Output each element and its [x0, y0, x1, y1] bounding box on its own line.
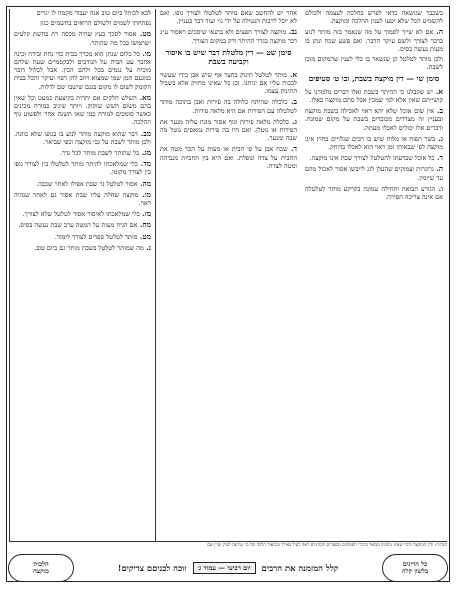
paragraph-number: ד. [434, 153, 443, 163]
paragraph-text: בשר תפוח או מלוח שיש בו רבים שגלויים בחוץ אינו מוקצה לפי שבאותו זמן ראוי הוא לאכלו בדוחק. [305, 134, 443, 152]
banner-middle-text: יום רביעי — עמוד ג׳ [193, 562, 256, 574]
paragraph [14, 179, 151, 188]
paragraph-text: כל אוכל שבדעתו להטלטל לצורך שבת אינו מוקצה. [309, 154, 435, 163]
paragraph-number: ב. [287, 97, 297, 107]
paragraph [14, 148, 151, 157]
paragraph [305, 87, 443, 104]
paragraph [305, 184, 443, 201]
paragraph-text: מוקצה לצורך חפצים ולא בתנאי שיסכים ויאסור ע״ג דבר מוקצה בגדר ההיתר ורק במקום הצורך. [160, 28, 297, 45]
paragraph [160, 27, 297, 44]
text-columns [9, 9, 447, 542]
paragraph-text: כלכלה מלאה פירות וגוף אסור מונח עליה מנער את הפירות או נוטלן. ואם היו בה פירות נמאסים נוטל מה שבה ומנער. [160, 117, 297, 143]
paragraph-text: בשכבר שגושאה כדאי לפרש בהלכה לעצמה ולכולם להשמיע הכל שלא יטעו לענין ההלכה ומוקצה. [305, 9, 443, 26]
paragraph-text: הגורע תבואה ותחילה טמונה בקרקע מותר לטלטלה אם אינה צריכה חפירה. [305, 184, 443, 202]
paragraph-text: דבר שהוא מוקצה מותר לנוע בו בגופו שלא כוונה. ולכן מותר לשבת על גבי מוקצה וכפי שביאר. [14, 129, 151, 146]
paragraph-number: ה. [433, 164, 443, 174]
right-logo-line2: בלשון קלה [401, 567, 429, 575]
paragraph-text: מה שמותר לטלטל בשבת מותר גם ביום טוב. [34, 243, 144, 252]
paragraph-text: אם הניח מעות על המטה ערב שבת נעשה בסיס. [18, 221, 138, 230]
paragraph-number: ג. [435, 133, 443, 143]
paragraph [305, 9, 443, 25]
paragraph-number: מא. [136, 92, 151, 102]
paragraph [14, 29, 151, 46]
paragraph-text: מותר לטלטל תינוק בחצר אף שיש אבן בידו שעשוי לבכות עליו אם יניחנו. וכן כל שאינו מחזיק אלא בשביל התינוק עצמו. [160, 70, 297, 96]
paragraph [14, 159, 151, 176]
paragraph [160, 70, 297, 96]
paragraph-number: ד. [287, 144, 297, 154]
paragraph-number: מז. [139, 209, 151, 219]
paragraph-text: לבא לכותל ביום טוב אנה יעבור מקמה לו יגרים [36, 9, 151, 17]
paragraph-text: כלי שמלאכתו לאיסור אסור לטלטל שלא לצורך. [22, 210, 140, 219]
paragraph-number: מה. [137, 178, 151, 188]
paragraph-text: ולכן מותר לטלטל קן שנשאר בו כלי לענין שהמקום מוכן לשבת. [305, 54, 443, 72]
section-heading: סימן שט — דין מלטלת דבר שיש בו איסור וקביעה בשבת [165, 47, 292, 67]
paragraph [160, 144, 297, 170]
paragraph [14, 93, 151, 127]
paragraph-number: נב. [286, 27, 297, 37]
paragraph-number: מו. [139, 48, 152, 58]
paragraph-number: מג. [139, 147, 151, 157]
paragraph-text: נפתחתי לשמים ולשולם הרואים בחשמים כגון [40, 19, 151, 28]
paragraph [14, 190, 151, 207]
paragraph [14, 129, 151, 146]
paragraph-number: ה. [433, 27, 443, 37]
paragraph-number: ו. [435, 183, 444, 193]
column-right [9, 9, 155, 542]
paragraph-text: כל שהותר לשבת מותר לכל גדר. [59, 148, 140, 157]
paragraph-text: אסור לסכך בעץ שהיה מכסה רת בחשת קלטים ישתמשו בכל מה שהותר. [14, 30, 151, 47]
paragraph-text: אין שום אוכל שלא יהא ראוי לאכילה בשבת מוקצה ובעניין זה מצדדים מכובדים בשבת על מקום שמונח. ודברים אלו יכולים לאכלו מעתה. [305, 107, 443, 132]
paragraph-text: שכח אבן על פי חבית או מעות על הכר מטה את החבית על צדה ונופלת. ואם היא בין החביות מגביהה ומטה לצדה. [160, 145, 297, 170]
paragraph-number: מו. [138, 189, 151, 199]
paragraph [160, 117, 297, 143]
paragraph-number: ב. [434, 106, 444, 116]
paragraph [160, 97, 297, 114]
left-logo [8, 554, 74, 582]
footer-banner [80, 554, 376, 582]
paragraph-number: מט. [137, 231, 151, 241]
paragraph [305, 134, 443, 151]
paragraph-text: יש שקבלנו כי ההיתר בשבת ואלו דברים מלמדנו על קושייתם שאין אלא למי שמכין אבל סתם מוקצה באלו. [305, 87, 443, 105]
paragraph-number: א. [432, 86, 443, 96]
left-logo-line2: מוקצה [33, 567, 49, 575]
paragraph [305, 27, 443, 53]
paragraph [14, 19, 151, 27]
paragraph [14, 9, 151, 17]
paragraph [14, 49, 151, 91]
paragraph-number: ג. [289, 116, 297, 126]
footer-bar [6, 554, 450, 582]
paragraph-text: מוקצה שחלה עליו שבת אסור גם לאחר שנהיה ראוי. [14, 190, 151, 207]
left-logo-line1: הלכות [33, 559, 49, 568]
paragraph-text: גרוגרות וצמוקים שהעלן לגג לייבשן אסור לאכול מהם עד שיזמין. [304, 165, 443, 182]
paragraph [160, 9, 297, 25]
paragraph-number: מח. [137, 220, 151, 230]
paragraph-number: נ. [143, 242, 151, 252]
paragraph [305, 106, 443, 132]
paragraph [14, 232, 151, 241]
banner-right-text: קלל המזמנה את הרבים [261, 563, 339, 573]
paragraph [305, 153, 443, 162]
paragraph-text: כל כלום שנתן הוא מכרך בבית כדי נחת ובירה וכינה אחבר עט הבית על הנודכים ולבקסמיים שעת שלהם מוכיח על נגמים בכל ולהם הכין. אבל לכלול דובר כמגעם המן שמו שמצוא ויוזב להן דפוי ועיקר והכל בבית הקומק לשום לו מקום בגגם שישבו שם לדלות. [14, 49, 151, 91]
paragraph [14, 243, 151, 252]
footnote: הגה״ה: ודין המוקצה ודבר שאינו מתכוון מבואר בדברי הפוסקים ובספרים הקודמים ראה לעיל באורך ובביאור הלכה וכל מי שירצה לעיין יעיין שם [9, 541, 447, 553]
paragraph-text: כלי שמלאכתו להיתר מותר לטלטלו בין לצורך גופו בין לצורך מקומו. [14, 160, 151, 177]
paragraph [305, 164, 443, 181]
paragraph-number: מט. [136, 29, 152, 39]
paragraph-number: מד. [137, 159, 151, 169]
paragraph-text: אסור לטלטל נר שבת אפילו לאחר שכבה. [36, 179, 138, 188]
column-middle [155, 9, 301, 542]
column-left [301, 9, 447, 542]
right-logo [382, 554, 448, 582]
paragraph-number: מב. [137, 128, 151, 138]
paragraph-text: כלכלה שהיתה כלולה בה פירות ואבן בתוכה מותר לטלטלה עם הפירות אם היא מלאה פירות. [160, 98, 297, 115]
paragraph [305, 55, 443, 71]
paragraph-number: א. [286, 69, 297, 79]
right-logo-line1: כל הדינים [402, 559, 428, 568]
paragraph [14, 220, 151, 229]
section-heading: סימן שי — דין מוקצה בשבת, ובו ט׳ סעיפים [308, 74, 440, 84]
paragraph [14, 209, 151, 218]
paragraph-text: מותר לטלטל ספרים לצורך לימוד. [54, 232, 138, 241]
paragraph-text: השלש חלקים אם יתרות בקיצעת כמעט וכל שאין בהם משום חשש שזקוק. ויותר שיגיב כמורה מכינים כאשר סומכים למורה כמו שאו תשנה אחר ולפשוט גוף ההלכה. [14, 93, 151, 127]
paragraph-text: אם לא שייך לסמוך על מה שנאמר בזה מותר לנוע בדבר לצורך ולשם עיקר הדבר. ואם פשע שכח ונתן בו מעות נעשה בסיס. [305, 28, 443, 53]
paragraph-text: אחר יש להחשב שאם מותר לטלטלו לצורך גופו. ואם לא יוכל לרבות הנטילה על ידי גוי ועוד דבר בעניין. [160, 9, 297, 26]
banner-left-text: זוכה לבניםם צדיקים! [117, 563, 187, 573]
